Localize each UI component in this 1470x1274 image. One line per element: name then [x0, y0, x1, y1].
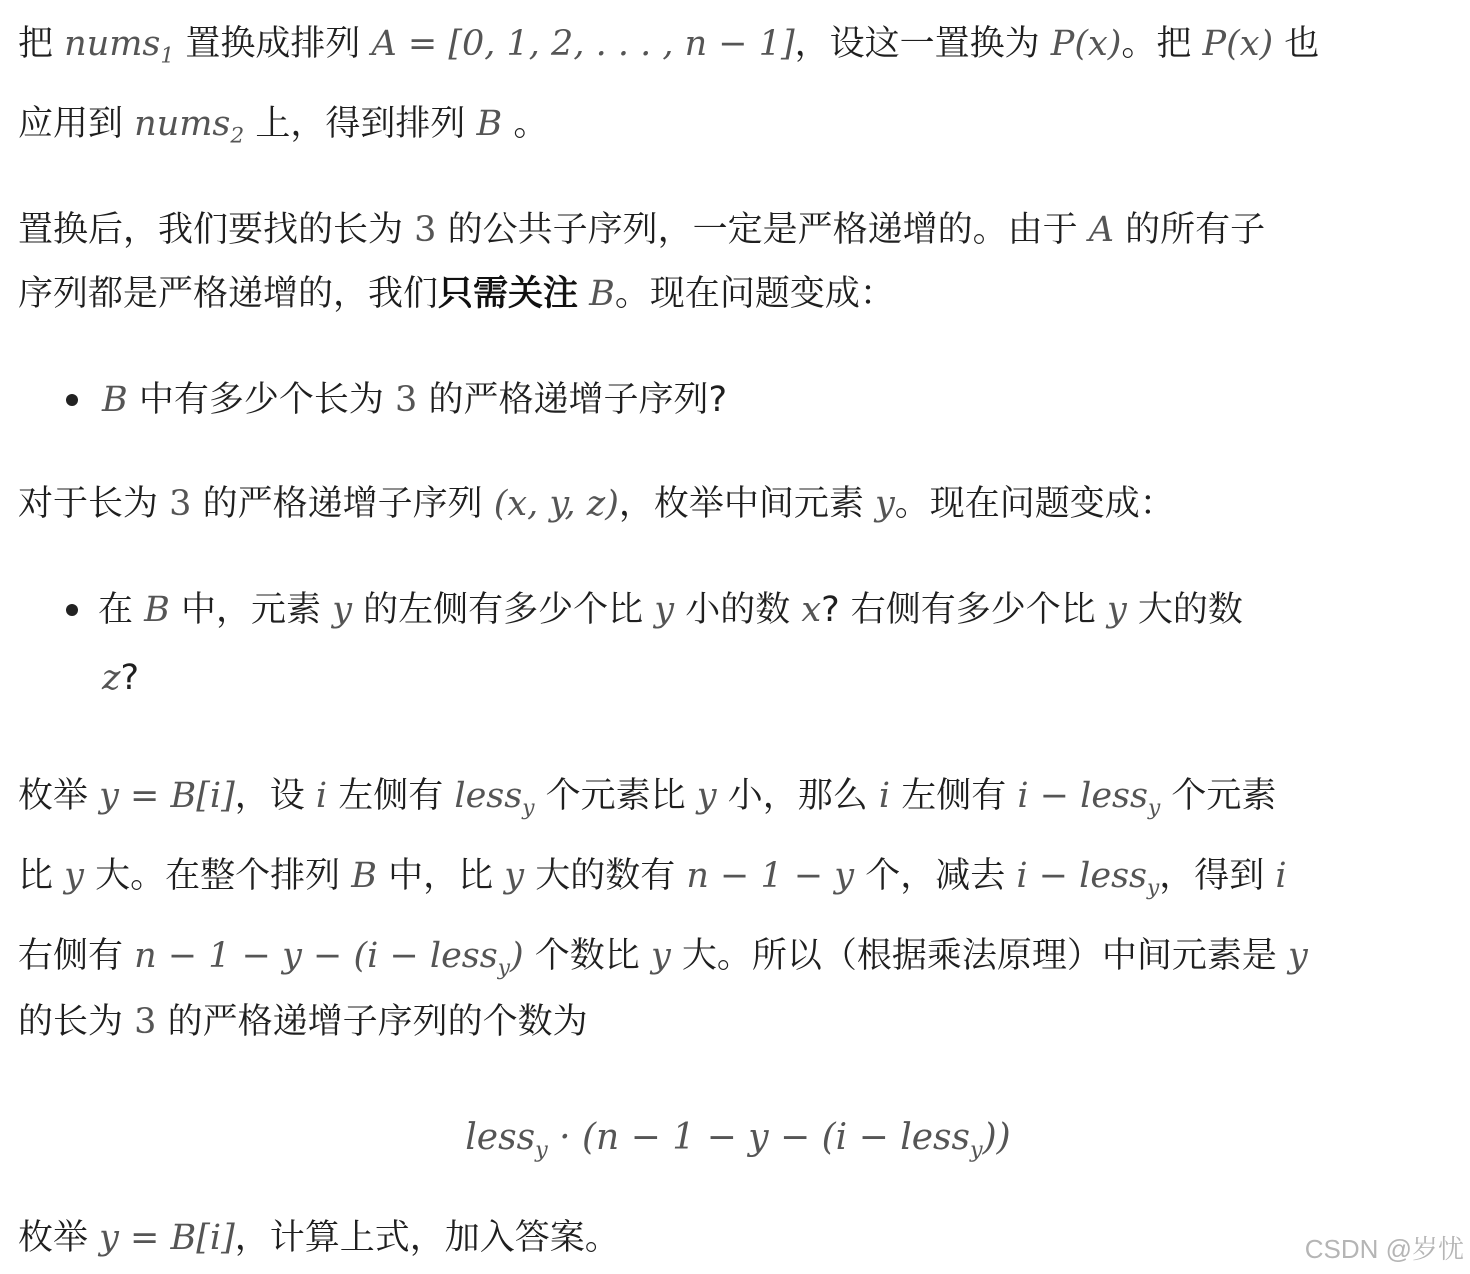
text: 枚举: [18, 776, 89, 816]
math-y: y: [1288, 936, 1308, 976]
text: 把: [18, 24, 54, 64]
math-y: y: [504, 856, 525, 896]
bullet-item-2-line-2: [102, 650, 139, 706]
text: 右侧有: [18, 936, 124, 976]
math-y-eq-bi: y = B[i]: [99, 776, 235, 816]
math-y: y: [332, 590, 352, 630]
text: 序列都是严格递增的，我们: [18, 274, 439, 314]
math-formula-body: · (n − 1 − y − (i − less: [547, 1117, 971, 1158]
math-x: x: [801, 590, 822, 630]
math-b: B: [351, 856, 377, 896]
math-px: P(x): [1050, 24, 1122, 64]
paragraph-1-line-2: [18, 96, 548, 152]
math-subscript-y: y: [970, 1136, 983, 1163]
math-three: 3: [134, 1002, 157, 1042]
math-i-minus-less: i − less$_y$: [1016, 856, 1160, 901]
text: 的严格递增子序列: [202, 484, 483, 524]
math-y-eq-bi: y = B[i]: [99, 1218, 235, 1258]
math-three: 3: [395, 380, 418, 420]
text: 置换成排列: [185, 24, 361, 64]
math-y: y: [654, 590, 675, 630]
text: 对于长为: [18, 484, 159, 524]
text: 左侧有: [338, 776, 444, 816]
math-nums2: nums$_2$: [134, 104, 245, 149]
text: 的公共子序列，一定是严格递增的。由于: [447, 210, 1078, 250]
text: ，枚举中间元素: [618, 484, 864, 524]
bullet-dot: [66, 604, 78, 616]
paragraph-4-line-2: [18, 848, 1287, 904]
math-z: z: [102, 658, 121, 698]
math-less-y: less$_y$: [454, 776, 535, 821]
text: 置换后，我们要找的长为: [18, 210, 404, 250]
math-i: i: [878, 776, 891, 816]
text: 。现在问题变成：: [614, 274, 895, 314]
math-nums1: nums$_1$: [64, 24, 175, 69]
text: 的严格递增子序列?: [428, 380, 728, 420]
math-n-minus-1-minus-y: n − 1 − y: [686, 856, 855, 896]
text: 的所有子: [1125, 210, 1266, 250]
math-three: 3: [414, 210, 437, 250]
math-three: 3: [169, 484, 192, 524]
bullet-dot: [66, 394, 78, 406]
text: 上，得到排列: [255, 104, 466, 144]
paragraph-1-line-1: [18, 16, 1319, 72]
bold-emphasis: 只需关注: [438, 274, 579, 314]
paragraph-5: [18, 1210, 620, 1266]
math-i: i: [315, 776, 328, 816]
text: ?: [120, 658, 140, 698]
text: 大。所以（根据乘法原理）中间元素是: [681, 936, 1277, 976]
math-right-count: n − 1 − y − (i − less$_y$): [134, 936, 524, 981]
math-b: B: [589, 274, 615, 314]
math-px: P(x): [1202, 24, 1274, 64]
text: 大的数: [1137, 590, 1243, 630]
paragraph-2-line-2: [18, 266, 895, 322]
math-b: B: [144, 590, 170, 630]
text: 。: [513, 104, 549, 144]
text: 小，那么: [727, 776, 868, 816]
paragraph-2-line-1: [18, 202, 1265, 258]
text: ? 右侧有多少个比: [821, 590, 1096, 630]
math-y: y: [650, 936, 671, 976]
math-i: i: [1275, 856, 1287, 896]
text: 大。在整个排列: [95, 856, 341, 896]
text: 的左侧有多少个比: [363, 590, 644, 630]
math-i-minus-less: i − less$_y$: [1017, 776, 1161, 821]
math-less-y: less$_y$: [465, 1117, 548, 1163]
paragraph-4-line-1: [18, 768, 1276, 824]
text: 中，比: [388, 856, 494, 896]
text: 个，减去: [865, 856, 1006, 896]
text: 中，元素: [181, 590, 322, 630]
text: 个数比: [534, 936, 640, 976]
text: 比: [18, 856, 54, 896]
text: 。现在问题变成：: [894, 484, 1175, 524]
text: 中有多少个长为: [138, 380, 384, 420]
math-y: y: [64, 856, 84, 896]
display-formula: [18, 1110, 1458, 1166]
text: 在: [98, 590, 134, 630]
math-tuple: (x, y, z): [493, 484, 619, 524]
text: 的长为: [18, 1002, 124, 1042]
text: ，设: [234, 776, 305, 816]
csdn-watermark: CSDN @岁忧: [1304, 1234, 1464, 1264]
text: ，得到: [1159, 856, 1265, 896]
bullet-item-1: [102, 372, 727, 428]
text: 个元素: [1171, 776, 1277, 816]
math-closing-parens: )): [982, 1117, 1011, 1158]
text: 。把: [1121, 24, 1192, 64]
text: ，设这一置换为: [794, 24, 1040, 64]
text: 也: [1284, 24, 1320, 64]
text: 大的数有: [535, 856, 676, 896]
text: 的严格递增子序列的个数为: [167, 1002, 588, 1042]
text: 枚举: [18, 1218, 89, 1258]
text: 小的数: [685, 590, 791, 630]
text: 左侧有: [901, 776, 1007, 816]
paragraph-3: [18, 476, 1175, 532]
math-a: A: [1088, 210, 1115, 250]
math-b: B: [476, 104, 503, 144]
math-y: y: [1106, 590, 1127, 630]
text: 应用到: [18, 104, 124, 144]
paragraph-4-line-4: [18, 994, 588, 1050]
paragraph-4-line-3: [18, 928, 1308, 984]
text: ，计算上式，加入答案。: [234, 1218, 620, 1258]
math-permutation-a: A = [0, 1, 2, . . . , n − 1]: [371, 24, 795, 64]
bullet-item-2-line-1: [98, 582, 1243, 638]
math-b: B: [102, 380, 128, 420]
math-y: y: [875, 484, 895, 524]
math-y: y: [696, 776, 717, 816]
text: 个元素比: [545, 776, 686, 816]
